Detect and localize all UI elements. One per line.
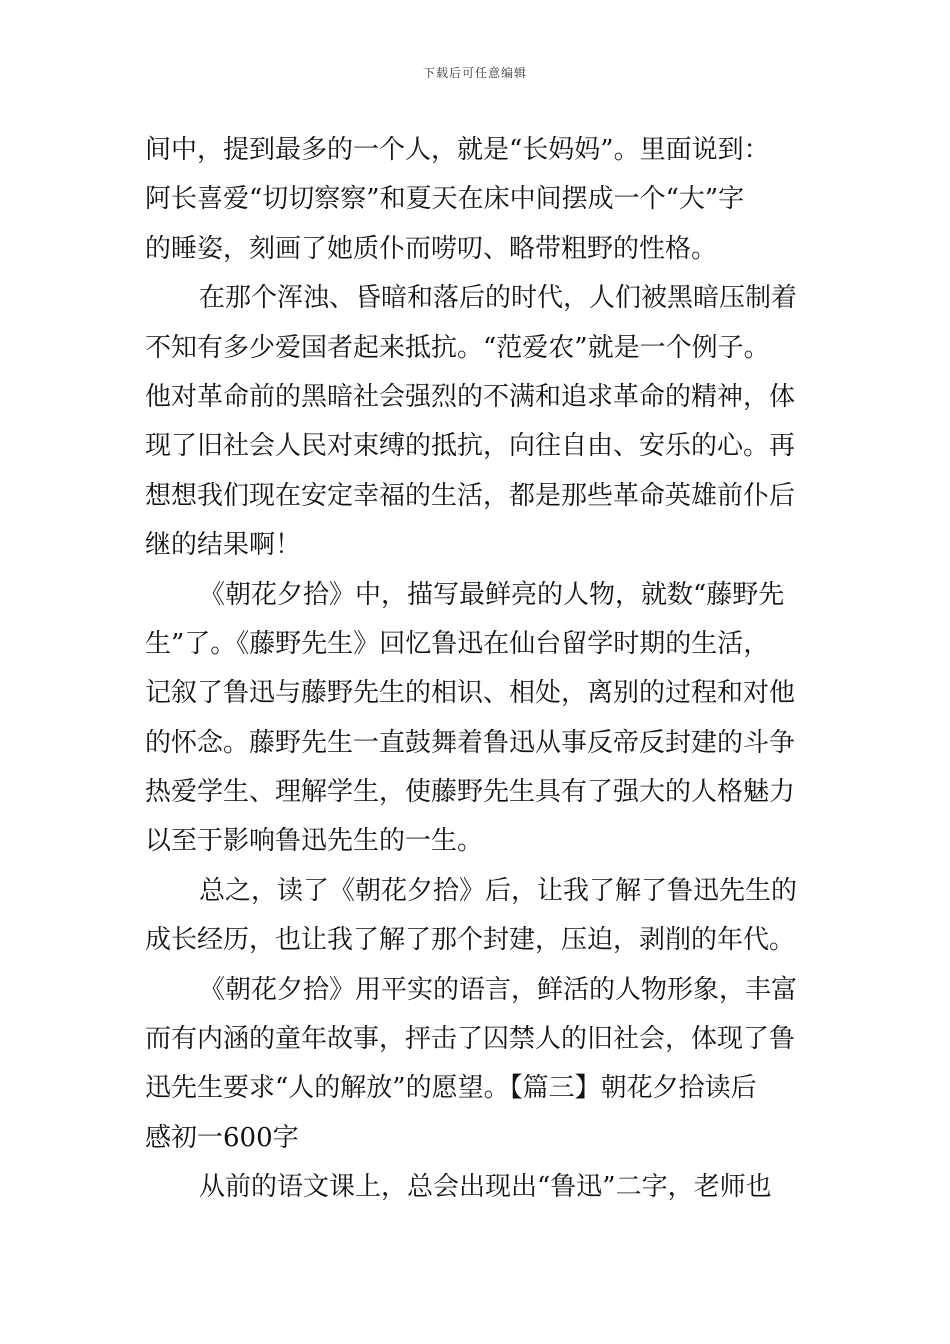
text-line: 不知有多少爱国者起来抵抗。“范爱农”就是一个例子。 [145, 332, 770, 363]
text-line: 他对革命前的黑暗社会强烈的不满和追求革命的精神，体 [145, 381, 796, 412]
text-line: 现了旧社会人民对束缚的抵抗，向往自由、安乐的心。再 [145, 431, 796, 462]
text-line: 阿长喜爱“切切察察”和夏天在床中间摆成一个“大”字 [145, 184, 745, 215]
paragraph-start-line: 在那个浑浊、昏暗和落后的时代，人们被黑暗压制着 [199, 283, 798, 314]
text-line: 感初一600字 [145, 1122, 299, 1153]
document-body [145, 126, 807, 1213]
text-line: 的怀念。藤野先生一直鼓舞着鲁迅从事反帝反封建的斗争 [145, 727, 796, 758]
paragraph-start-line: 总之，读了《朝花夕拾》后，让我了解了鲁迅先生的 [199, 875, 798, 906]
text-line: 迅先生要求“人的解放”的愿望。【篇三】朝花夕拾读后 [145, 1073, 757, 1104]
page-header: 下载后可任意编辑 [422, 66, 527, 80]
text-line: 成长经历，也让我了解了那个封建，压迫，剥削的年代。 [145, 925, 796, 956]
text-line: 间中，提到最多的一个人，就是“长妈妈”。里面说到： [145, 135, 770, 165]
text-line: 生”了。《藤野先生》回忆鲁迅在仙台留学时期的生活， [145, 628, 770, 659]
paragraph-start-line: 《朝花夕拾》中，描写最鲜亮的人物，就数“藤野先 [199, 579, 785, 610]
text-line: 的睡姿，刻画了她质仆而唠叨、略带粗野的性格。 [145, 233, 718, 264]
text-line: 以至于影响鲁迅先生的一生。 [145, 826, 484, 857]
text-line: 想想我们现在安定幸福的生活，都是那些革命英雄前仆后 [145, 480, 796, 511]
text-line: 记叙了鲁迅与藤野先生的相识、相处，离别的过程和对他 [145, 678, 796, 709]
paragraph-start-line: 从前的语文课上，总会出现出“鲁迅”二字，老师也 [199, 1172, 772, 1203]
text-line: 热爱学生、理解学生，使藤野先生具有了强大的人格魅力 [145, 777, 796, 808]
text-line: 而有内涵的童年故事，抨击了囚禁人的旧社会，体现了鲁 [145, 1024, 796, 1055]
paragraph-start-line: 《朝花夕拾》用平实的语言，鲜活的人物形象，丰富 [199, 974, 798, 1005]
text-line: 继的结果啊！ [145, 530, 302, 561]
